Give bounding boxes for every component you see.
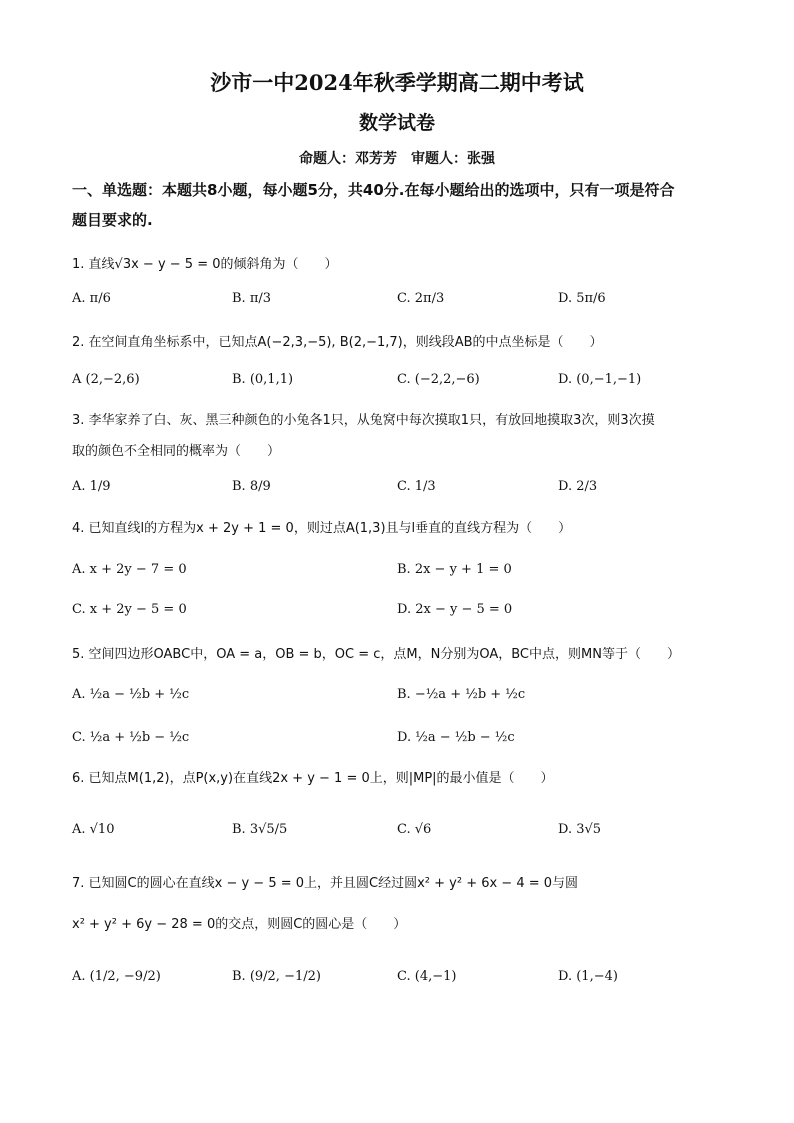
section-heading-line1: 一、单选题：本题共8小题，每小题5分，共40分.在每小题给出的选项中，只有一项是符合 [72, 181, 675, 199]
q5-option-d: D. ½a − ½b − ½c [397, 730, 515, 745]
q2-option-a: A (2,−2,6) [72, 372, 140, 387]
question-3-line2: 取的颜色不全相同的概率为（ ） [72, 444, 281, 459]
q4-option-d: D. 2x − y − 5 = 0 [397, 602, 513, 617]
q4-option-b: B. 2x − y + 1 = 0 [397, 562, 512, 577]
q3-option-c: C. 1/3 [397, 479, 436, 494]
q2-option-d: D. (0,−1,−1) [558, 372, 642, 387]
exam-subtitle: 数学试卷 [358, 112, 435, 134]
q1-option-b: B. π/3 [232, 291, 272, 306]
question-4: 4. 已知直线l的方程为x + 2y + 1 = 0，则过点A(1,3)且与l垂直的直线方程为（ ） [72, 521, 572, 536]
q6-option-d: D. 3√5 [558, 822, 602, 837]
q6-option-b: B. 3√5/5 [232, 822, 288, 837]
q7-option-c: C. (4,−1) [397, 969, 457, 984]
question-6: 6. 已知点M(1,2)，点P(x,y)在直线2x + y − 1 = 0上，则|MP|的最小值是（ ） [72, 771, 554, 786]
question-3-line1: 3. 李华家养了白、灰、黑三种颜色的小兔各1只，从兔窝中每次摸取1只，有放回地摸取3次，则3次摸 [72, 413, 655, 428]
q3-option-d: D. 2/3 [558, 479, 598, 494]
section-heading-line2: 题目要求的. [72, 211, 153, 229]
question-5: 5. 空间四边形OABC中，OA = a，OB = b，OC = c，点M，N分别为OA，BC中点，则MN等于（ ） [72, 647, 680, 662]
q7-option-b: B. (9/2, −1/2) [232, 969, 321, 984]
q5-option-c: C. ½a + ½b − ½c [72, 730, 190, 745]
q4-option-a: A. x + 2y − 7 = 0 [72, 562, 187, 577]
exam-title: 沙市一中2024年秋季学期高二期中考试 [210, 70, 584, 95]
q1-option-c: C. 2π/3 [397, 291, 445, 306]
question-1: 1. 直线√3x − y − 5 = 0的倾斜角为（ ） [72, 257, 338, 272]
question-7-line1: 7. 已知圆C的圆心在直线x − y − 5 = 0上，并且圆C经过圆x² + y² + 6x − 4 = 0与圆 [72, 876, 579, 891]
q5-option-a: A. ½a − ½b + ½c [72, 687, 190, 702]
q7-option-d: D. (1,−4) [558, 969, 618, 984]
q2-option-b: B. (0,1,1) [232, 372, 294, 387]
q1-option-d: D. 5π/6 [558, 291, 606, 306]
question-2: 2. 在空间直角坐标系中，已知点A(−2,3,−5), B(2,−1,7)，则线段AB的中点坐标是（ ） [72, 335, 603, 350]
question-7-line2: x² + y² + 6y − 28 = 0的交点，则圆C的圆心是（ ） [72, 917, 407, 932]
q4-option-c: C. x + 2y − 5 = 0 [72, 602, 187, 617]
q1-option-a: A. π/6 [72, 291, 111, 306]
q3-option-b: B. 8/9 [232, 479, 271, 494]
q5-option-b: B. −½a + ½b + ½c [397, 687, 526, 702]
exam-authors: 命题人：邓芳芳 审题人：张强 [299, 151, 495, 167]
q7-option-a: A. (1/2, −9/2) [72, 969, 161, 984]
q6-option-a: A. √10 [72, 822, 115, 837]
q3-option-a: A. 1/9 [72, 479, 111, 494]
q6-option-c: C. √6 [397, 822, 432, 837]
q2-option-c: C. (−2,2,−6) [397, 372, 480, 387]
